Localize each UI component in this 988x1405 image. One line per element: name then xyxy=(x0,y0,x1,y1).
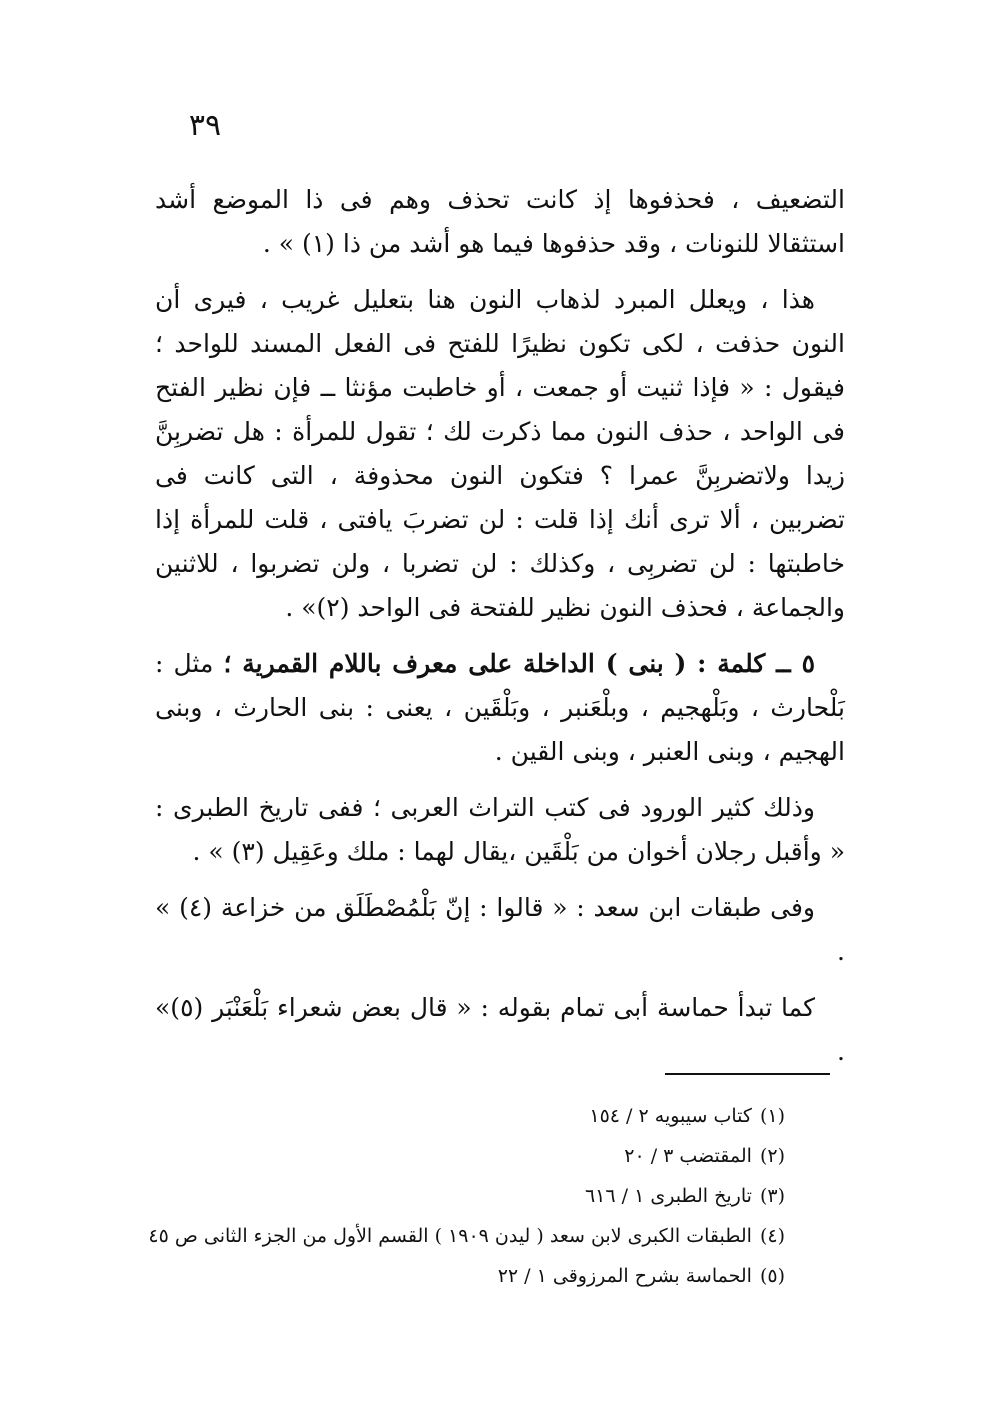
footnote-number: (٢) xyxy=(759,1145,785,1167)
footnote-item xyxy=(155,1176,785,1216)
section-5-text: مثل : بَلْحارث ، وبَلْهجيم ، وبلْعَنبر ، وبَلْقَين ، يعنى : بنى الحارث ، وبنى الهجيم ، وبنى العنبر ، وبنى القين . xyxy=(155,649,845,766)
paragraph-ibn-saad: وفى طبقات ابن سعد : « قالوا : إنّ بَلْمُصْطَلَق من خزاعة (٤) » . xyxy=(155,893,845,966)
paragraph-mubarrad: هذا ، ويعلل المبرد لذهاب النون هنا بتعليل غريب ، فيرى أن النون حذفت ، لكى تكون نظيرًا للفتح فى الفعل المسند للواحد ؛ فيقول : « فإذا ثنيت أو جمعت ، أو خاطبت مؤنثا ــ فإن نظير الفتح فى الواحد ، حذف النون مما ذكرت لك ؛ تقول للمرأة : هل تضربِنَّ زيدا ولاتضربِنَّ عمرا ؟ فتكون النون محذوفة ، التى كانت فى تضربين ، ألا ترى أنك إذا قلت : لن تضربَ يافتى ، قلت للمرأة إذا خاطبتها : لن تضربِى ، وكذلك : لن تضربا ، ولن تضربوا ، للاثنين والجماعة ، فحذف النون نظير للفتحة فى الواحد (٢)» . xyxy=(155,285,845,622)
paragraph-hamasa: كما تبدأ حماسة أبى تمام بقوله : « قال بعض شعراء بَلْعَنْبَر (٥)» . xyxy=(155,993,845,1066)
paragraph-section-5 xyxy=(155,642,845,774)
footnote-item xyxy=(155,1096,785,1136)
footnote-item xyxy=(148,1216,785,1256)
footnotes xyxy=(148,1096,785,1296)
footnote-text: كتاب سيبويه ٢ / ١٥٤ xyxy=(589,1105,752,1127)
main-text xyxy=(155,178,845,1074)
paragraph-tabari: وذلك كثير الورود فى كتب التراث العربى ؛ ففى تاريخ الطبرى : « وأقبل رجلان أخوان من بَلْقَين ،يقال لهما : ملك وعَقِيل (٣) » . xyxy=(155,793,845,866)
footnote-item xyxy=(155,1136,785,1176)
footnote-text: الطبقات الكبرى لابن سعد ( ليدن ١٩٠٩ ) القسم الأول من الجزء الثانى ص ٤٥ xyxy=(148,1225,752,1247)
footnote-item xyxy=(155,1256,785,1296)
footnote-separator xyxy=(665,1073,830,1075)
footnote-number: (٥) xyxy=(759,1265,785,1287)
footnote-text: المقتضب ٣ / ٢٠ xyxy=(624,1145,752,1167)
page-number: ٣٩ xyxy=(188,108,222,143)
footnote-number: (٣) xyxy=(759,1185,785,1207)
paragraph-continuation: التضعيف ، فحذفوها إذ كانت تحذف وهم فى ذا الموضع أشد استثقالا للنونات ، وقد حذفوها فيما هو أشد من ذا (١) » . xyxy=(155,185,845,258)
footnote-number: (٤) xyxy=(759,1225,785,1247)
section-heading: ٥ ــ كلمة : ( بنى ) الداخلة على معرف باللام القمرية ؛ xyxy=(223,649,815,678)
footnote-text: تاريخ الطبرى ١ / ٦١٦ xyxy=(584,1185,752,1207)
footnote-number: (١) xyxy=(759,1105,785,1127)
footnote-text: الحماسة بشرح المرزوقى ١ / ٢٢ xyxy=(497,1265,752,1287)
